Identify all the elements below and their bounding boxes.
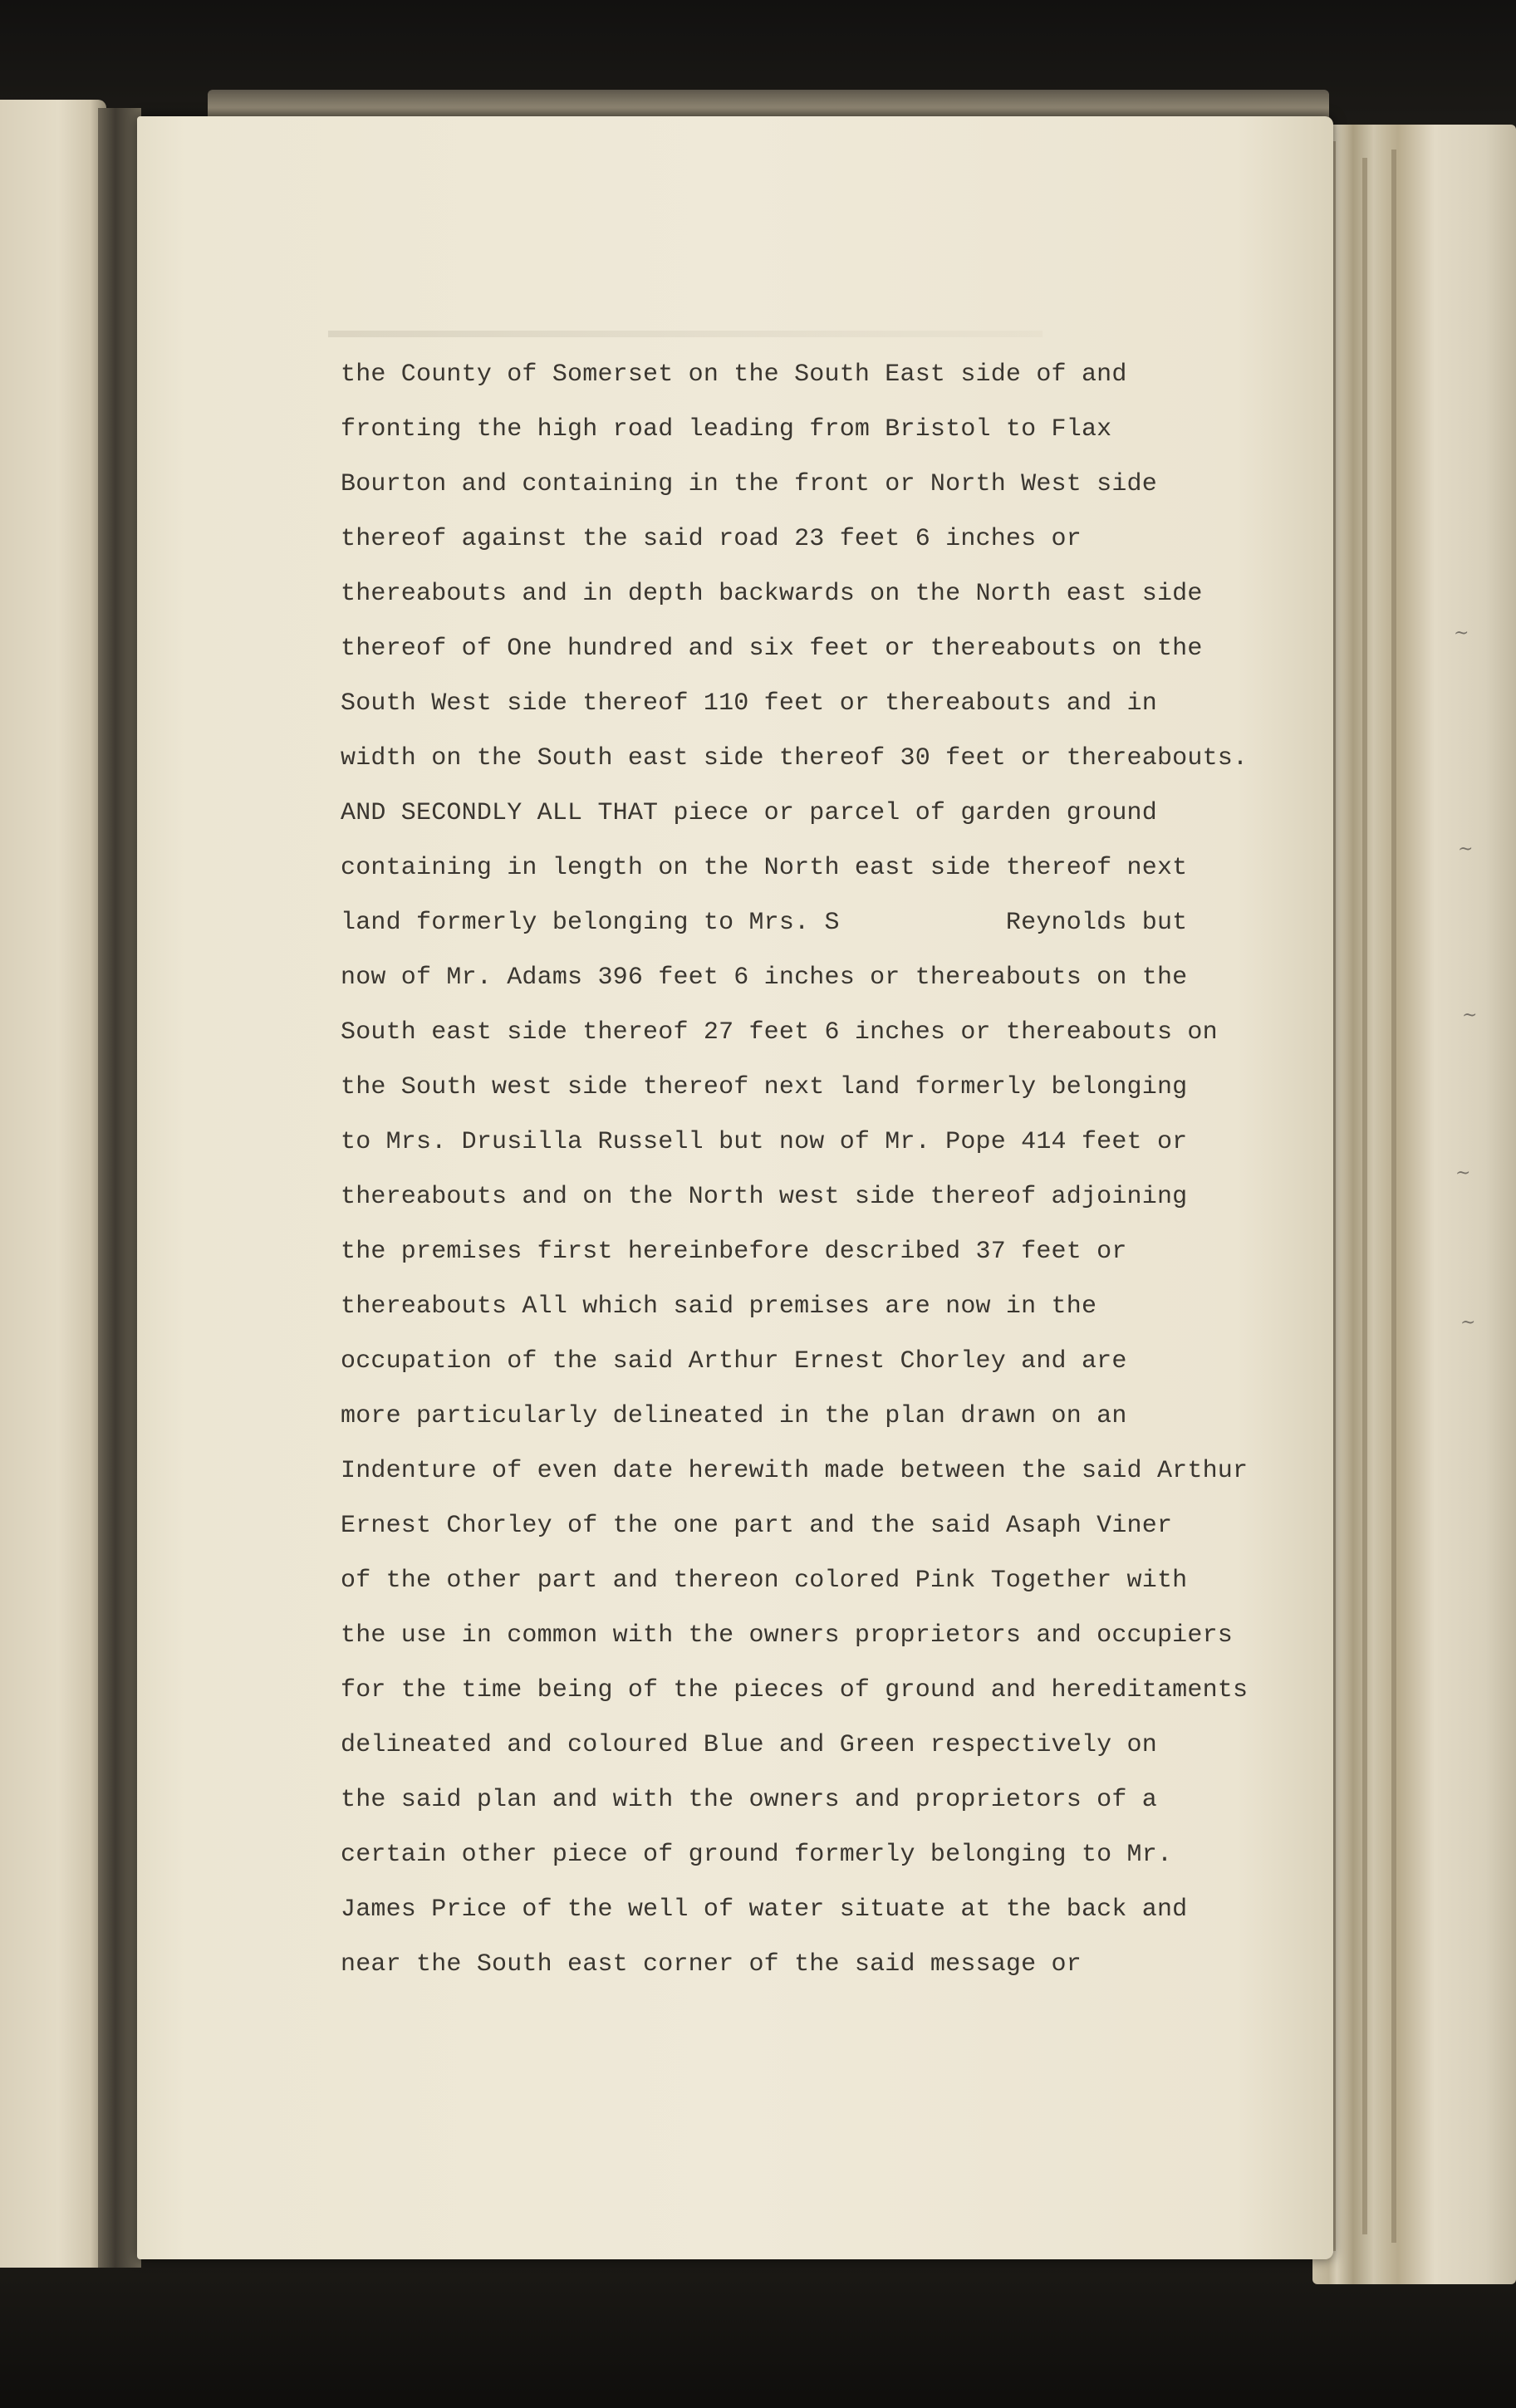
text-line: fronting the high road leading from Bristol to Flax [341, 415, 1112, 444]
page-edge-line [1391, 150, 1396, 2243]
text-line: land formerly belonging to Mrs. S Reynolds but [341, 909, 1188, 937]
text-line: delineated and coloured Blue and Green respectively on [341, 1731, 1157, 1759]
text-line: the use in common with the owners proprietors and occupiers [341, 1621, 1233, 1650]
text-line: of the other part and thereon colored Pink Together with [341, 1567, 1188, 1595]
bleed-through-line [328, 331, 1043, 337]
text-line: South West side thereof 110 feet or thereabouts and in [341, 689, 1157, 718]
margin-handwriting: ~ [1458, 839, 1474, 860]
page-edge-stack [1312, 125, 1516, 2284]
text-line: AND SECONDLY ALL THAT piece or parcel of garden ground [341, 799, 1157, 827]
text-line: thereof of One hundred and six feet or thereabouts on the [341, 635, 1203, 663]
margin-handwriting: ~ [1460, 1312, 1476, 1333]
text-line: Ernest Chorley of the one part and the said Asaph Viner [341, 1512, 1173, 1540]
text-line: the premises first hereinbefore described 37 feet or [341, 1238, 1127, 1266]
margin-handwriting: ~ [1454, 623, 1469, 644]
text-line: thereabouts and on the North west side thereof adjoining [341, 1183, 1188, 1211]
text-line: the said plan and with the owners and proprietors of a [341, 1786, 1157, 1814]
text-line: Indenture of even date herewith made between the said Arthur [341, 1457, 1249, 1485]
text-line: certain other piece of ground formerly belonging to Mr. [341, 1841, 1173, 1869]
text-line: James Price of the well of water situate at the back and [341, 1896, 1188, 1924]
text-line: more particularly delineated in the plan drawn on an [341, 1402, 1127, 1430]
margin-handwriting: ~ [1455, 1163, 1471, 1184]
text-line: thereabouts and in depth backwards on the North east side [341, 580, 1203, 608]
text-line: Bourton and containing in the front or North West side [341, 470, 1157, 498]
margin-handwriting: ~ [1462, 1005, 1478, 1026]
text-line: thereabouts All which said premises are now in the [341, 1292, 1097, 1321]
text-line: South east side thereof 27 feet 6 inches or thereabouts on [341, 1018, 1218, 1047]
text-line: thereof against the said road 23 feet 6 inches or [341, 525, 1082, 553]
text-line: the County of Somerset on the South East side of and [341, 360, 1127, 389]
text-line: for the time being of the pieces of ground and hereditaments [341, 1676, 1249, 1704]
text-line: near the South east corner of the said message or [341, 1950, 1082, 1979]
book-gutter [98, 108, 141, 2268]
typed-text-body [341, 347, 1321, 1992]
text-line: occupation of the said Arthur Ernest Chorley and are [341, 1347, 1127, 1376]
left-facing-page [0, 100, 106, 2268]
text-line: now of Mr. Adams 396 feet 6 inches or thereabouts on the [341, 964, 1188, 992]
page-edge-line [1362, 158, 1367, 2234]
text-line: to Mrs. Drusilla Russell but now of Mr. Pope 414 feet or [341, 1128, 1188, 1156]
text-line: width on the South east side thereof 30 feet or thereabouts. [341, 744, 1249, 772]
page-top-strip [208, 90, 1329, 120]
text-line: the South west side thereof next land formerly belonging [341, 1073, 1188, 1101]
text-line: containing in length on the North east side thereof next [341, 854, 1188, 882]
